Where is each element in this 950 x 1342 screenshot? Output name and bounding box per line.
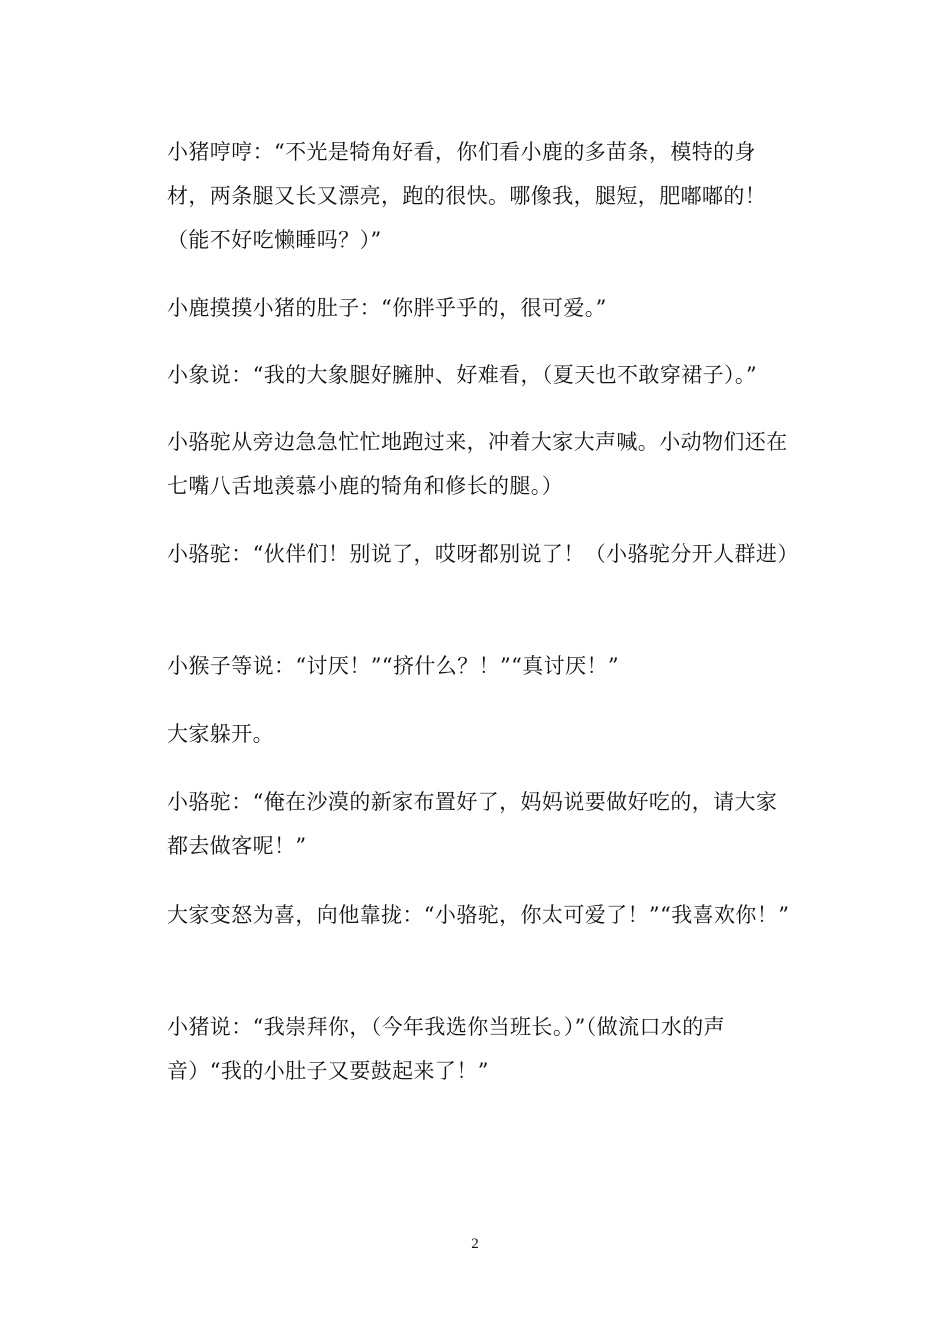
paragraph-4: 小骆驼从旁边急急忙忙地跑过来，冲着大家大声喊。小动物们还在七嘴八舌地羡慕小鹿的犄角和修长的腿。） xyxy=(167,430,788,498)
paragraph-9: 大家变怒为喜，向他靠拢：“小骆驼，你太可爱了！”“我喜欢你！” xyxy=(167,903,790,927)
paragraph-7: 大家躲开。 xyxy=(167,722,274,746)
paragraph-3: 小象说：“我的大象腿好臃肿、好难看，（夏天也不敢穿裙子）。” xyxy=(167,363,757,387)
paragraph-6: 小猴子等说：“讨厌！”“挤什么？！”“真讨厌！” xyxy=(167,654,620,678)
page-number: 2 xyxy=(471,1236,479,1252)
paragraph-10: 小猪说：“我崇拜你，（今年我选你当班长。）”（做流口水的声音）“我的小肚子又要鼓起来了！” xyxy=(167,1015,726,1083)
paragraph-1: 小猪哼哼：“不光是犄角好看，你们看小鹿的多苗条，模特的身材，两条腿又长又漂亮，跑的很快。哪像我，腿短，肥嘟嘟的！（能不好吃懒睡吗？）” xyxy=(167,140,767,252)
paragraph-5: 小骆驼：“伙伴们！别说了，哎呀都别说了！（小骆驼分开人群进） xyxy=(167,542,799,566)
paragraph-8: 小骆驼：“俺在沙漠的新家布置好了，妈妈说要做好吃的，请大家都去做客呢！” xyxy=(167,790,778,858)
paragraph-2: 小鹿摸摸小猪的肚子：“你胖乎乎的，很可爱。” xyxy=(167,296,607,320)
